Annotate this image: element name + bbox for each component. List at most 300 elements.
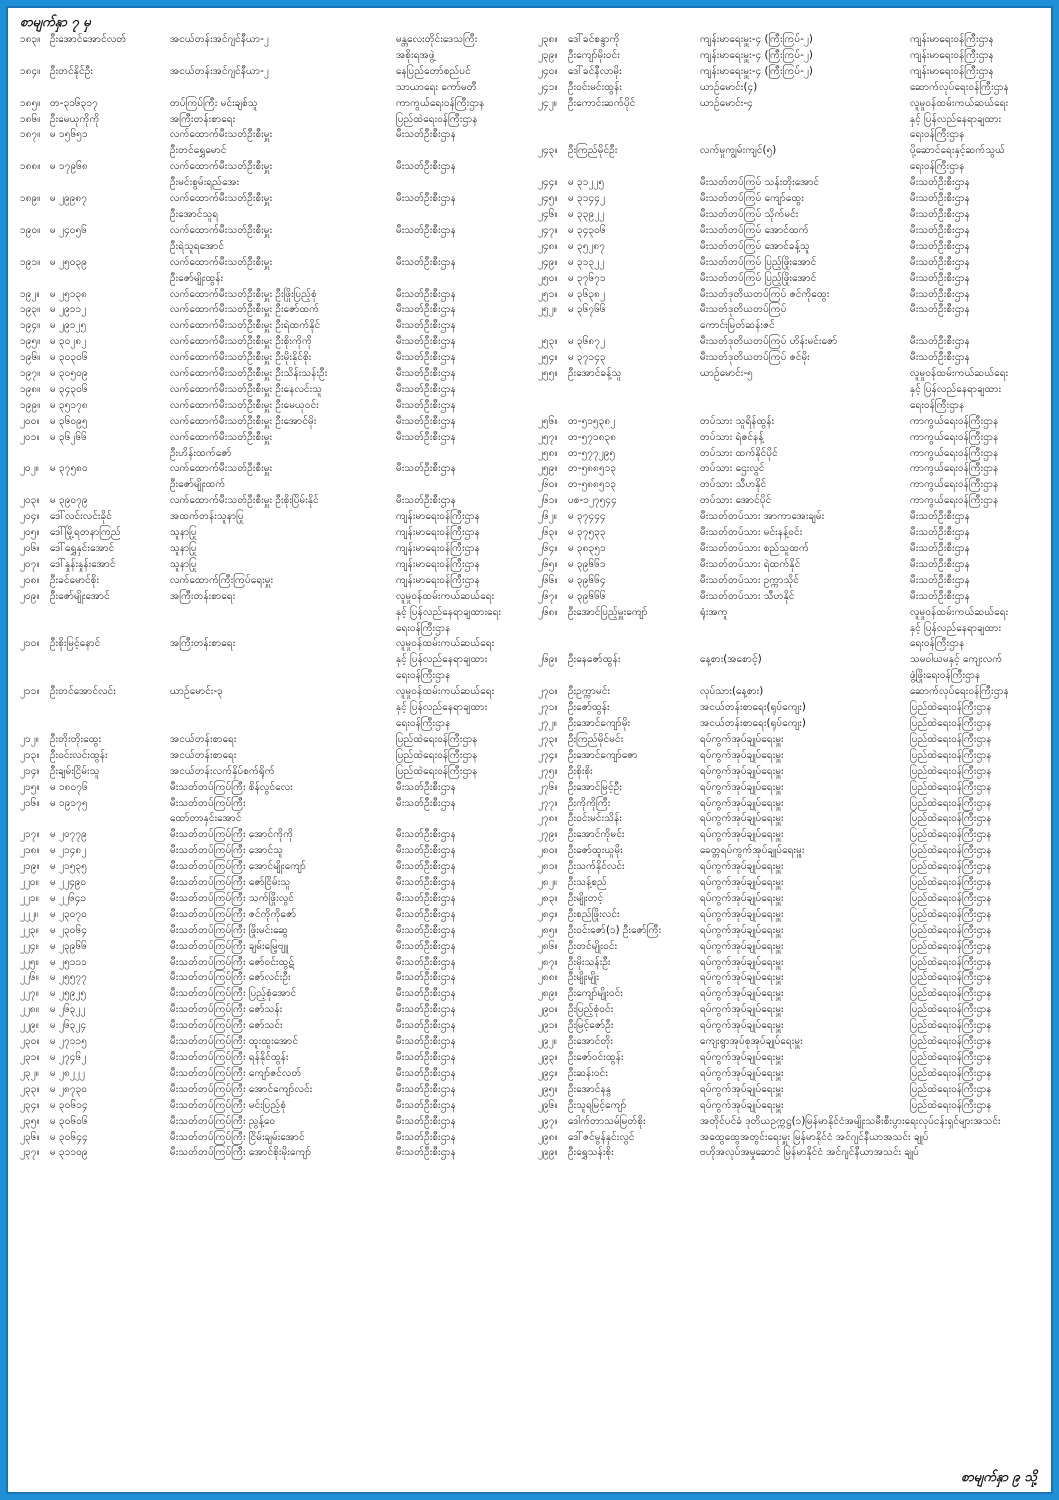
entry-no: ၂၁၉။ (20, 861, 40, 873)
entry-name: ဦးဇော်ထွန်း (568, 702, 610, 714)
list-item (20, 334, 536, 350)
list-item (20, 318, 536, 334)
entry-name: မ ၂၃၉၆၆ (50, 940, 87, 952)
entry-name: ဦးအောင်နနွ (568, 1083, 612, 1095)
entry-dept: ပြည်ထဲရေးဝန်ကြီးဌာန (910, 972, 992, 984)
entry-no: ၁၉၃။ (20, 304, 41, 316)
entry-name: ဦးတင်အောင်လင်း (50, 686, 116, 698)
entry-dept: မီးသတ်ဦးစီးဌာန (396, 304, 456, 316)
entry-position: လက်ထောက်မီးသတ်ဦးစီးမှူး (170, 463, 273, 475)
entry-name: တ-၅၇၇၂၉၅ (568, 447, 616, 459)
entry-dept: မီးသတ်ဦးစီးဌာန (396, 352, 456, 364)
entry-no: ၂၂၉။ (20, 1020, 39, 1032)
entry-position: မီးသတ်တပ်ကြပ် အောင်ထက် (700, 224, 809, 236)
list-item (538, 175, 1050, 191)
list-item (20, 493, 536, 509)
list-item (538, 477, 1050, 493)
entry-no: ၂၃၇။ (20, 1147, 40, 1159)
entry-name: ဦးအောင်တိုး (568, 1036, 614, 1048)
entry-name: မ ၃၁၁၀၉ (50, 1147, 88, 1159)
list-item (538, 509, 1050, 525)
entry-dept: မီးသတ်ဦးစီးဌာန (910, 543, 970, 554)
entry-dept: သမဝါယမနှင့် ကျေးလက် (910, 654, 1003, 666)
entry-name: မ ၂၉၁၂၅ (50, 320, 87, 332)
entry-name: ဒေါ်နှုန်းနှုန်းအောင် (50, 558, 116, 570)
list-item (538, 1098, 1050, 1114)
entry-no: ၂၅၄။ (538, 352, 558, 364)
entry-position: လက်ထောက်မီးသတ်ဦးစီးမှူး ဦးဖြိုးပြည့်စုံ (170, 288, 317, 300)
entry-position: ရပ်ကွက်အုပ်ချုပ်ရေးမှူး (700, 829, 784, 841)
entry-dept: မီးသတ်ဦးစီးဌာန (396, 892, 456, 904)
entry-no: ၂၃၃။ (20, 1083, 40, 1095)
entry-dept: ပြည်ထဲရေးဝန်ကြီးဌာန (910, 1004, 992, 1016)
entry-position: လက်ထောက်မီးသတ်ဦးစီးမှူး ဦးမိုးနိုင်စိုး (170, 352, 312, 364)
entry-position: လက်ထောက်မီးသတ်ဦးစီးမှူး ဦးစိုးကိုကို (170, 336, 312, 348)
entry-name: မ ၃၃၉၂၂ (568, 208, 605, 220)
entry-name: တ-၅၈၈၅၁၃ (568, 463, 617, 475)
entry-dept: ပြည်ထဲရေးဝန်ကြီးဌာန (396, 733, 478, 745)
entry-name: တ-၅၁၅၃၈၂ (568, 415, 616, 427)
list-item (20, 509, 536, 525)
entry-no: ၂၅၇။ (538, 431, 558, 443)
entry-dept: မီးသတ်ဦးစီးဌာန (396, 956, 456, 968)
entry-dept: ပြည်ထဲရေးဝန်ကြီးဌာန (910, 861, 992, 873)
entry-name: ဦးတိုးတိုးထွေး (50, 733, 102, 745)
entry-dept: မီးသတ်ဦးစီးဌာန (910, 288, 970, 300)
list-item (20, 970, 536, 986)
entry-name: မ ၁၉၁၇၅ (50, 797, 88, 809)
entry-position: ရပ်ကွက်အုပ်ချုပ်ရေးမှူး (700, 908, 784, 920)
entry-no: ၂၇၈။ (538, 813, 558, 825)
entry-dept: မီးသတ်ဦးစီးဌာန (396, 463, 456, 475)
list-item (538, 875, 1050, 891)
entry-name: ဦးမြင့်ဇော်ဦး (568, 1020, 614, 1032)
entry-name: မ ၂၇၁၁၅ (50, 1036, 87, 1048)
entry-dept: မီးသတ်ဦးစီးဌာန (396, 336, 456, 348)
entry-name: မ ၃၇၅၃၃ (568, 527, 606, 539)
entry-no: ၂၂၀။ (20, 877, 39, 889)
entry-name: မ ၂၅၀၃၉ (50, 256, 87, 268)
entry-dept: ရေးဝန်ကြီးဌာန (396, 670, 451, 682)
entry-dept: မီးသတ်ဦးစီးဌာန (396, 877, 456, 889)
entry-position: ရပ်ကွက်အုပ်ချုပ်ရေးမှူး (700, 956, 784, 968)
entry-name: ဒေါ်ခင်စန္ဒာကို (568, 34, 620, 45)
entry-dept: ပြည်ထဲရေးဝန်ကြီးဌာန (910, 797, 992, 809)
entry-dept: ကာကွယ်ရေးဝန်ကြီးဌာန (910, 479, 999, 491)
entry-dept: မီးသတ်ဦးစီးဌာန (396, 1099, 456, 1111)
list-item (538, 1066, 1050, 1082)
entry-position: မီးသတ်တပ်ကြပ် သိုက်မင်း (700, 208, 799, 220)
entry-name: မ ၂၁၅၃၅ (50, 861, 87, 873)
entry-no: ၂၆၄။ (538, 543, 558, 554)
entry-name: ဒေါ်ဇင်မွန်နှင်းလွင် (568, 1131, 635, 1143)
entry-dept: ပြည်ထဲရေးဝန်ကြီးဌာန (910, 956, 992, 968)
list-item (20, 875, 536, 891)
entry-dept: မီးသတ်ဦးစီးဌာန (396, 1036, 456, 1048)
entry-dept: ကာကွယ်ရေးဝန်ကြီးဌာန (910, 495, 999, 507)
list-item (538, 1050, 1050, 1066)
entry-name: မ ၂၉၁၁၂ (50, 304, 87, 316)
list-item (20, 1082, 536, 1098)
entry-position: ရုံးအကူ (700, 606, 728, 618)
entry-no: ၂၃၉။ (538, 49, 558, 61)
entry-position: အငယ်တန်းစာရေး (170, 733, 237, 745)
entry-position: တပ်သား ရဲဇင်နန့် (700, 431, 764, 443)
entry-position: ယာဉ်မောင်း(၄) (700, 81, 758, 93)
entry-name: မ ၃၉၆၆၄ (568, 574, 606, 586)
list-item (538, 287, 1050, 303)
entry-dept: ဆောက်လုပ်ရေးဝန်ကြီးဌာန (910, 686, 1009, 698)
entry-no: ၁၉၇။ (20, 368, 41, 380)
list-item (538, 1034, 1050, 1050)
entry-position: မီးသတ်တပ်သား ရဲထက်နိုင် (700, 558, 801, 570)
entry-dept: လူမှုဝန်ထမ်းကယ်ဆယ်ရေး (396, 638, 495, 650)
entry-no: ၂၀၇။ (20, 558, 40, 570)
entry-name: ဦးအောင်ကျော်ဇော (568, 749, 638, 761)
entry-no: ၂၈၉။ (538, 988, 558, 1000)
entry-dept: ပြည်ထဲရေးဝန်ကြီးဌာန (910, 829, 992, 841)
entry-position: မီးသတ်တပ်ကြပ် ကျော်ထွေး (700, 193, 804, 205)
left-column (20, 32, 536, 1161)
entry-name: ဦးစည်ဖြိုးလင်း (568, 908, 620, 920)
entry-position: မီးသတ်တပ်သား စည်သူထက် (700, 543, 810, 554)
list-item (538, 159, 1050, 175)
list-item (20, 700, 536, 716)
entry-dept: ပို့ဆောင်ရေးနှင့်ဆက်သွယ် (910, 145, 1006, 157)
entry-position: မီးသတ်တပ်ကြပ်ကြီး အောင်သူ (170, 845, 284, 857)
entry-no: ၂၁၆။ (20, 797, 40, 809)
entry-name: မ ၁၇၉၆၈ (50, 161, 88, 173)
list-item (20, 302, 536, 318)
entry-no: ၂၃၂။ (20, 1067, 39, 1079)
entry-name: တ-၃၁၆၃၁၇ (50, 97, 98, 109)
entry-no: ၂၄၉။ (538, 256, 558, 268)
list-item (538, 446, 1050, 462)
entry-dept: အစိုးရအဖွဲ့ (396, 49, 435, 61)
entry-position: လက်ထောက်မီးသတ်ဦးစီးမှူး ဦးစိုးပြိမ်းနိုင် (170, 495, 319, 507)
entry-no: ၂၄၃။ (538, 145, 558, 157)
entry-position: မီးသတ်တပ်ကြပ်ကြီး ထူးထူးအောင် (170, 1036, 299, 1048)
entry-no: ၁၈၇။ (20, 129, 41, 141)
entry-no: ၁၈၅။ (20, 97, 41, 109)
entry-name: မ ၃၆၃၈၂ (568, 288, 606, 300)
entry-no: ၂၈၅။ (538, 924, 558, 936)
entry-name: ဒေါ်ခင်နီလာမိုး (568, 65, 622, 77)
entry-name: ဦးကြည်မိုင်ဦး (568, 145, 618, 157)
entry-dept: ရေးဝန်ကြီးဌာန (910, 129, 965, 141)
list-item (20, 541, 536, 557)
list-item (20, 96, 536, 112)
entry-position: ရပ်ကွက်အုပ်ချုပ်ရေးမှူး (700, 733, 784, 745)
entry-name: မ ၂၇၄၆၂ (50, 1052, 87, 1063)
list-item (20, 780, 536, 796)
entry-no: ၂၂၄။ (20, 940, 39, 952)
entry-dept: ပြည်ထဲရေးဝန်ကြီးဌာန (910, 749, 992, 761)
list-item (538, 318, 1050, 334)
entry-no: ၁၉၆။ (20, 352, 41, 364)
list-item (538, 716, 1050, 732)
entry-dept: ရေးဝန်ကြီးဌာန (396, 717, 451, 729)
entry-dept: မီးသတ်ဦးစီးဌာန (910, 527, 970, 539)
entry-position: လုပ်သား(နေ့စား) (700, 686, 764, 698)
entry-position: လက်ထောက်မီးသတ်ဦးစီးမှူး (170, 224, 273, 236)
entry-dept: မီးသတ်ဦးစီးဌာန (396, 1067, 456, 1079)
entry-dept: ပြည်ထဲရေးဝန်ကြီးဌာန (910, 717, 992, 729)
entry-position: ကျန်းမာရေးမှူး-၄ (ကြီးကြပ်-၂) (700, 49, 813, 61)
entry-dept: မီးသတ်ဦးစီးဌာန (396, 829, 456, 841)
entry-name: ဦးဇော်မျိုးအောင် (50, 590, 110, 602)
list-item (20, 477, 536, 493)
entry-dept: မီးသတ်ဦးစီးဌာန (396, 431, 456, 443)
entry-no: ၂၅၉။ (538, 463, 558, 475)
entry-dept: သာယာရေး ကော်မတီ (396, 81, 477, 93)
list-item (538, 986, 1050, 1002)
entry-no: ၁၉၅။ (20, 336, 41, 348)
list-item (20, 1114, 536, 1130)
entry-dept: ကာကွယ်ရေးဝန်ကြီးဌာန (910, 415, 999, 427)
entry-position: တပ်သား ထက်နိုင်ပိုင် (700, 447, 778, 459)
entry-name: မ ၃၄၃၀၆ (568, 224, 606, 236)
entry-dept: မီးသတ်ဦးစီးဌာန (396, 161, 456, 173)
entry-name: မ ၃၀၂၈၂ (50, 336, 87, 348)
entry-position: ရပ်ကွက်အုပ်ချုပ်ရေးမှူး (700, 972, 784, 984)
list-item (20, 1050, 536, 1066)
entry-dept: ပြည်ထဲရေးဝန်ကြီးဌာန (396, 765, 478, 777)
list-item (20, 843, 536, 859)
list-item (538, 811, 1050, 827)
list-item (20, 796, 536, 812)
entry-position: သူနာပြု (170, 543, 197, 554)
entry-position: အထွေထွေအတွင်းရေးမှူး မြန်မာနိုင်ငံ အင်ဂျင်နီယာအသင်း ချုပ် (700, 1131, 929, 1143)
entry-position: မီးသတ်ဒုတိယတပ်ကြပ် ဟိန်းမင်းဇော် (700, 336, 838, 348)
entry-position: မီးသတ်တပ်ကြပ်ကြီး ဖြိုးမင်းဆွေ (170, 924, 289, 936)
entry-no: ၁၈၈။ (20, 161, 41, 173)
list-item (538, 1018, 1050, 1034)
entry-no: ၂၆၁။ (538, 495, 558, 507)
entry-dept: ကာကွယ်ရေးဝန်ကြီးဌာန (910, 463, 999, 475)
entry-no: ၂၀၅။ (20, 527, 40, 539)
entry-no: ၂၈၇။ (538, 956, 558, 968)
entry-position: ရပ်ကွက်အုပ်ချုပ်ရေးမှူး (700, 988, 784, 1000)
entry-position: မီးသတ်တပ်ကြပ်ကြီး ပြည့်စုံအောင် (170, 988, 297, 1000)
entry-dept: မီးသတ်ဦးစီးဌာန (396, 1083, 456, 1095)
entry-name: မ ၃၈၃၅၁ (568, 543, 606, 554)
list-item (538, 589, 1050, 605)
list-item (538, 350, 1050, 366)
entry-no: ၂၇၆။ (538, 781, 558, 793)
entry-position: မီးသတ်တပ်ကြပ်ကြီး ဇော်သန်း (170, 1004, 283, 1016)
entry-dept: နှင့် ပြန်လည်နေရာချထား (396, 702, 488, 714)
entry-name: ဦးတင်နိုင်ဦး (50, 65, 93, 77)
list-item (538, 414, 1050, 430)
list-item (20, 652, 536, 668)
entry-dept: ကာကွယ်ရေးဝန်ကြီးဌာန (910, 447, 999, 459)
list-item (538, 48, 1050, 64)
entry-dept: မီးသတ်ဦးစီးဌာန (396, 1147, 456, 1159)
entry-dept: ပြည်ထဲရေးဝန်ကြီးဌာန (910, 908, 992, 920)
entry-dept: မီးသတ်ဦးစီးဌာန (396, 972, 456, 984)
entry-position: ယာဉ်မောင်း-၅ (700, 368, 753, 380)
list-item (538, 398, 1050, 414)
list-item (538, 32, 1050, 48)
entry-name: ဦးကျော်မိုးဝင်း (568, 49, 620, 61)
entry-name: မ ၂၆၃၂၄ (50, 1020, 87, 1032)
list-item (538, 780, 1050, 796)
entry-name: ဦးနေဇော်ထွန်း (568, 654, 621, 666)
entry-position: ရပ်ကွက်အုပ်ချုပ်ရေးမှူး (700, 877, 784, 889)
entry-no: ၂၄၈။ (538, 240, 558, 252)
entry-name: ဦးရွှေသန်းစိုး (568, 1147, 614, 1159)
entry-position: လက်ထောက်ကြီးကြပ်ရေးမှူး (170, 574, 274, 586)
entry-dept: မီးသတ်ဦးစီးဌာန (396, 924, 456, 936)
entry-dept: ဆောက်လုပ်ရေးဝန်ကြီးဌာန (910, 81, 1009, 93)
entry-no: ၂၆၇။ (538, 590, 558, 602)
entry-position: အငယ်တန်းစာရေး (170, 749, 237, 761)
entry-dept: မန္တလေးတိုင်းဒေသကြီး (396, 34, 478, 45)
entry-no: ၂၉၀။ (538, 1004, 558, 1016)
list-item (538, 1145, 1050, 1161)
entry-dept: ကျန်းမာရေးဝန်ကြီးဌာန (396, 527, 480, 539)
entry-dept: နှင့် ပြန်လည်နေရာချထား (910, 113, 1002, 125)
entry-name: မ ၃၀၅၀၉ (50, 368, 88, 380)
list-item (20, 446, 536, 462)
entry-dept: ကျန်းမာရေးဝန်ကြီးဌာန (910, 65, 994, 77)
entry-no: ၂၉၁။ (538, 1020, 558, 1032)
entry-dept: ရေးဝန်ကြီးဌာန (396, 622, 451, 634)
entry-name: ဦးသူရမြင့်ကျော် (568, 1099, 627, 1111)
entry-dept: မီးသတ်ဦးစီးဌာန (910, 256, 970, 268)
entry-position: မီးသတ်တပ်ကြပ်ကြီး အောင်ကိုကို (170, 829, 294, 841)
entry-dept: မီးသတ်ဦးစီးဌာန (910, 574, 970, 586)
entry-no: ၂၃၅။ (20, 1115, 40, 1127)
entry-position: မီးသတ်တပ်ကြပ် ပြည့်ဖြိုးအောင် (700, 256, 817, 268)
entry-name: ဦးသက်နိုင်လင်း (568, 861, 625, 873)
entry-position: ခေတ္တရပ်ကွက်အုပ်ချုပ်ရေးမှူး (700, 845, 805, 857)
list-item (538, 382, 1050, 398)
entry-dept: လူမှုဝန်ထမ်းကယ်ဆယ်ရေး (910, 368, 1009, 380)
entry-no: ၂၄၁။ (538, 81, 558, 93)
entry-dept: ကျန်းမာရေးဝန်ကြီးဌာန (396, 574, 480, 586)
entry-no: ၂၀၀။ (20, 415, 40, 427)
entry-dept: ပြည်ထဲရေးဝန်ကြီးဌာန (910, 1083, 992, 1095)
entry-name: မ ၃၀၆၄၄ (50, 1131, 88, 1143)
entry-name: ဦးတင်မျိုးဝင်း (568, 940, 618, 952)
list-item (538, 859, 1050, 875)
entry-name: ဦးကိုကိုကြီး (568, 797, 611, 809)
entry-dept: မီးသတ်ဦးစီးဌာန (396, 320, 456, 332)
list-item (538, 207, 1050, 223)
entry-position: မီးသတ်တပ်ကြပ်ကြီး (170, 797, 246, 809)
list-item (20, 859, 536, 875)
list-item (20, 64, 536, 80)
entry-position: ရပ်ကွက်အုပ်ချုပ်ရေးမှူး (700, 1020, 784, 1032)
entry-name: မ ၂၃၀၆၄ (50, 924, 87, 936)
entry-name: မ ၂၃၀၇၀ (50, 908, 87, 920)
document-page (6, 6, 1053, 1494)
entry-name: တ-၅၈၈၅၁၃ (568, 479, 617, 491)
entry-no: ၂၇၁။ (538, 702, 558, 714)
entry-position: ရပ်ကွက်အုပ်ချုပ်ရေးမှူး (700, 940, 784, 952)
entry-position: ရပ်ကွက်အုပ်ချုပ်ရေးမှူး (700, 861, 784, 873)
list-item (20, 923, 536, 939)
entry-position: လက်ထောက်မီးသတ်ဦးစီးမှူး (170, 161, 273, 173)
entry-no: ၂၈၂။ (538, 877, 557, 889)
list-item (538, 764, 1050, 780)
entry-name: ဦးဇော်ဝင်းထွန်း (568, 1052, 624, 1063)
list-item (538, 112, 1050, 128)
list-item (538, 255, 1050, 271)
entry-name: မ ၃၆၈၇၂ (568, 336, 606, 348)
list-item (20, 605, 536, 621)
entry-dept: ကျန်းမာရေးဝန်ကြီးဌာန (910, 49, 994, 61)
entry-no: ၁၈၆။ (20, 113, 41, 125)
entry-dept: မီးသတ်ဦးစီးဌာန (396, 1004, 456, 1016)
entry-name: ဦးအောင်မြင့်ဦး (568, 781, 622, 793)
entry-name: ဦးဆန်းဝင်း (568, 1067, 608, 1079)
entry-no: ၁၉၉။ (20, 399, 41, 411)
entry-no: ၂၀၂။ (20, 463, 39, 475)
entry-position: ကျေးရွာအုပ်စုအုပ်ချုပ်ရေးမှူး (700, 1036, 803, 1048)
entry-no: ၂၁၄။ (20, 765, 40, 777)
entry-position: အငယ်တန်းအင်ဂျင်နီယာ-၂ (170, 34, 269, 45)
list-item (20, 621, 536, 637)
list-item (20, 1066, 536, 1082)
entry-dept: မီးသတ်ဦးစီးဌာန (396, 288, 456, 300)
entry-dept: မီးသတ်ဦးစီးဌာန (910, 224, 970, 236)
list-item (20, 748, 536, 764)
entry-name: မ ၁၈၀၇၆ (50, 781, 88, 793)
entry-no: ၂၀၈။ (20, 574, 40, 586)
entry-dept: ရေးဝန်ကြီးဌာန (910, 399, 965, 411)
entry-name: မ ၃၉၆၆၁ (568, 558, 606, 570)
entry-position: ကျန်းမာရေးမှူး-၄ (ကြီးကြပ်-၂) (700, 34, 813, 45)
entry-no: ၁၉၂။ (20, 288, 40, 300)
list-item (538, 891, 1050, 907)
entry-name: ဦးကောင်းဆက်ပိုင် (568, 97, 636, 109)
entry-no: ၂၇၃။ (538, 733, 558, 745)
list-item (20, 1130, 536, 1146)
list-item (538, 1002, 1050, 1018)
entry-no: ၂၂၅။ (20, 956, 39, 968)
entry-no: ၂၄၆။ (538, 208, 558, 220)
entry-position: ဗဟိုအလုပ်အမှုဆောင် မြန်မာနိုင်ငံ အင်ဂျင်နီယာအသင်း ချုပ် (700, 1147, 920, 1159)
entry-position: မီးသတ်တပ်ကြပ်ကြီး ညွန့်ဝေ (170, 1115, 276, 1127)
entry-no: ၂၃၈။ (538, 34, 558, 45)
entry-name: မ ၂၄၀၅၆ (50, 224, 87, 236)
entry-name: မ ၂၈၂၂၂ (50, 1067, 85, 1079)
entry-no: ၂၄၄။ (538, 177, 558, 189)
entry-dept: မီးသတ်ဦးစီးဌာန (396, 256, 456, 268)
entry-no: ၂၁၃။ (20, 749, 40, 761)
entry-dept: နှင့် ပြန်လည်နေရာချထား (910, 622, 1002, 634)
entry-position: ရပ်ကွက်အုပ်ချုပ်ရေးမှူး (700, 1067, 784, 1079)
entry-dept: လူမှုဝန်ထမ်းကယ်ဆယ်ရေး (396, 686, 495, 698)
entry-position: ဦးဇော်မျိုးထွန်း (170, 272, 224, 284)
list-item (538, 143, 1050, 159)
entry-no: ၂၂၃။ (20, 924, 39, 936)
entry-position: မီးသတ်တပ်ကြပ်ကြီး မင်းပြည့်စုံ (170, 1099, 287, 1111)
list-item (20, 430, 536, 446)
list-item (538, 843, 1050, 859)
entry-name: မ ၃၀၆၀၆ (50, 1115, 88, 1127)
list-item (538, 636, 1050, 652)
list-item (538, 732, 1050, 748)
entry-dept: မီးသတ်ဦးစီးဌာန (396, 368, 456, 380)
entry-dept: ကျန်းမာရေးဝန်ကြီးဌာန (910, 34, 994, 45)
list-item (538, 621, 1050, 637)
entry-position: ထော်တာနှင်းအောင် (170, 813, 242, 825)
entry-name: မ ၃၁၃၂၂ (568, 256, 605, 268)
